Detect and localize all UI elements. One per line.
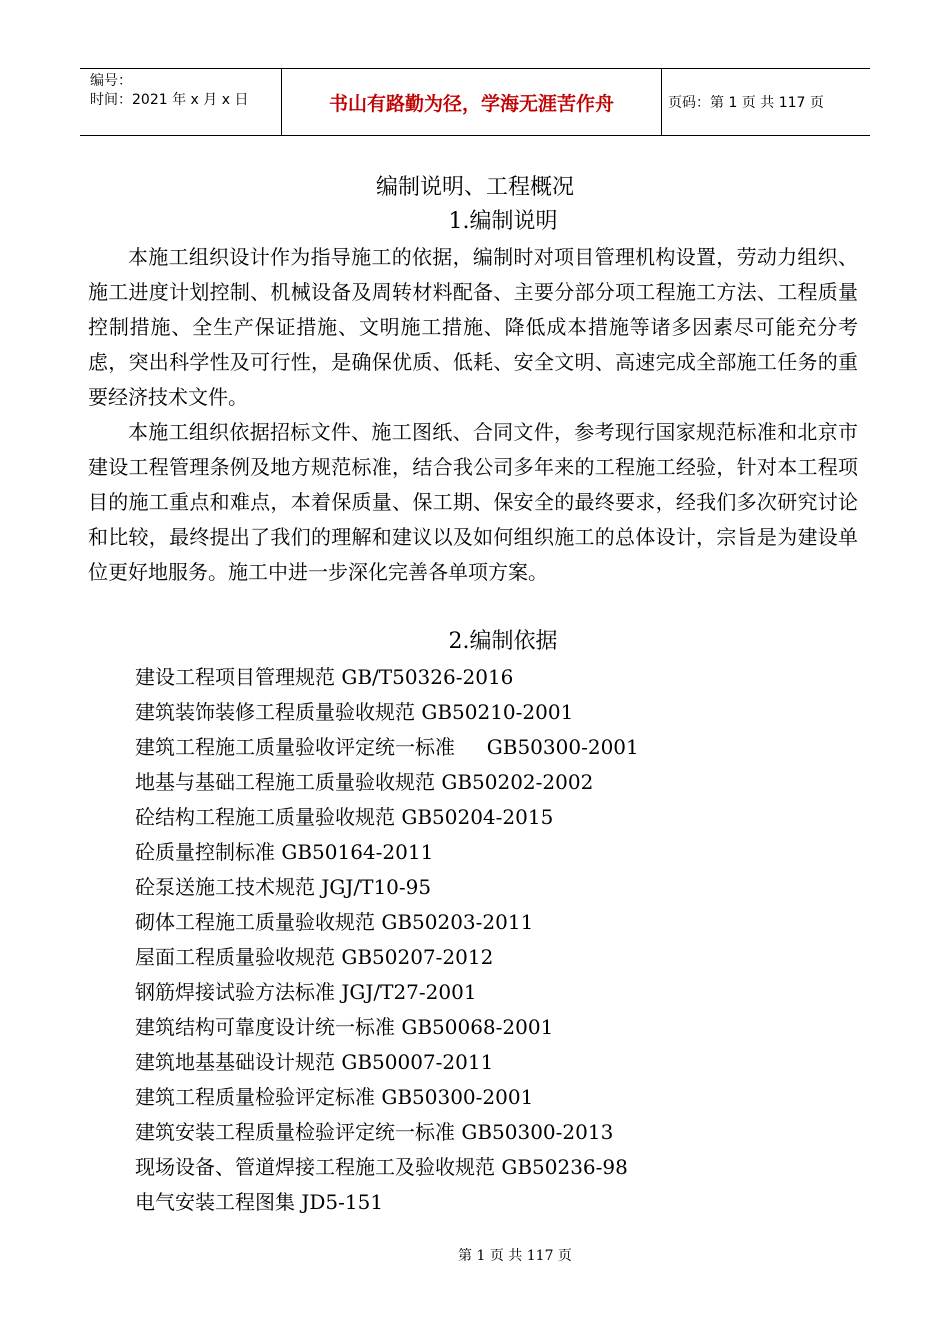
page-footer: 第 1 页 共 117 页: [458, 1248, 572, 1264]
list-item: 钢筋焊接试验方法标准 JGJ/T27-2001: [135, 980, 477, 1004]
list-item: 砼结构工程施工质量验收规范 GB50204-2015: [135, 805, 554, 829]
list-item: 屋面工程质量验收规范 GB50207-2012: [135, 945, 494, 969]
list-item: 建筑安装工程质量检验评定统一标准 GB50300-2013: [135, 1120, 614, 1144]
list-item: 电气安装工程图集 JD5-151: [135, 1190, 384, 1214]
document-title: 编制说明、工程概况: [375, 175, 574, 200]
section-1-paragraph-1: 本施工组织设计作为指导施工的依据，编制时对项目管理机构设置，劳动力组织、施工进度计划控制、机械设备及周转材料配备、主要分部分项工程施工方法、工程质量控制措施、全生产保证措施、文明施工措施、降低成本措施等诸多因素尽可能充分考虑，突出科学性及可行性，是确保优质、低耗、安全文明、高速完成全部施工任务的重要经济技术文件。: [88, 245, 858, 409]
standards-list: [135, 660, 639, 1220]
header-meta: [80, 69, 282, 135]
page-header: [80, 68, 870, 136]
header-number: 编号：: [90, 73, 132, 89]
list-item: 砌体工程施工质量验收规范 GB50203-2011: [135, 910, 534, 934]
list-item: 建筑工程质量检验评定标准 GB50300-2001: [135, 1085, 534, 1109]
section-1-title: 1.编制说明: [448, 209, 558, 234]
list-item: 建筑装饰装修工程质量验收规范 GB50210-2001: [135, 700, 574, 724]
header-motto: 书山有路勤为径，学海无涯苦作舟: [282, 69, 662, 135]
section-1-paragraph-2: 本施工组织依据招标文件、施工图纸、合同文件，参考现行国家规范标准和北京市建设工程管理条例及地方规范标准，结合我公司多年来的工程施工经验，针对本工程项目的施工重点和难点，本着保质量、保工期、保安全的最终要求，经我们多次研究讨论和比较，最终提出了我们的理解和建议以及如何组织施工的总体设计，宗旨是为建设单位更好地服务。施工中进一步深化完善各单项方案。: [88, 420, 858, 584]
list-item: 砼泵送施工技术规范 JGJ/T10-95: [135, 875, 432, 899]
list-item: 建筑工程施工质量验收评定统一标准 GB50300-2001: [135, 735, 639, 759]
list-item: 砼质量控制标准 GB50164-2011: [135, 840, 434, 864]
list-item: 现场设备、管道焊接工程施工及验收规范 GB50236-98: [135, 1155, 628, 1179]
list-item: 建筑结构可靠度设计统一标准 GB50068-2001: [135, 1015, 554, 1039]
section-2-title: 2.编制依据: [448, 629, 558, 654]
list-item: 地基与基础工程施工质量验收规范 GB50202-2002: [135, 770, 594, 794]
header-page-info: 页码：第 1 页 共 117 页: [668, 95, 824, 111]
list-item: 建设工程项目管理规范 GB/T50326-2016: [135, 665, 514, 689]
list-item: 建筑地基基础设计规范 GB50007-2011: [135, 1050, 494, 1074]
header-date: 时间：2021 年 x 月 x 日: [90, 92, 249, 108]
